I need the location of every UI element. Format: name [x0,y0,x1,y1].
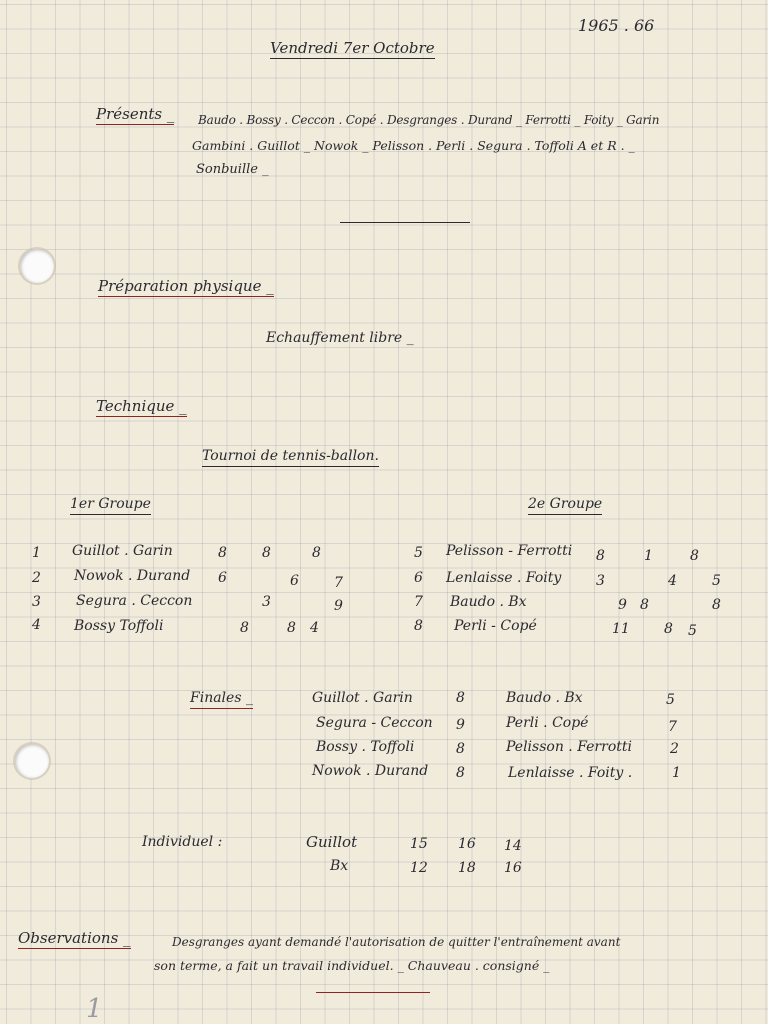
technique-label: Technique _ [96,397,187,415]
date-heading: Vendredi 7er Octobre [270,39,435,57]
group2-row-score: 5 [688,623,697,639]
group1-row-score: 9 [334,598,343,614]
group2-row-num: 7 [414,594,423,610]
group1-row-pair: Segura . Ceccon [76,593,193,609]
group1-row-num: 2 [32,570,41,586]
individuel-label: Individuel : [142,834,223,850]
group1-title: 1er Groupe [70,496,151,515]
finale-score-a: 8 [456,741,465,757]
technique-subtitle: Tournoi de tennis-ballon. [202,448,379,467]
group1-row-score: 4 [310,620,319,636]
group1-row-score: 8 [287,620,296,636]
presents-line-2: Gambini . Guillot _ Nowok _ Pelisson . Perli . Segura . Toffoli A et R . _ [192,138,635,153]
group1-row-score: 8 [262,545,271,561]
group1-row-score: 7 [334,575,343,591]
group2-row-score: 8 [712,597,721,613]
preparation-label: Préparation physique _ [98,277,274,295]
finale-pair-a: Guillot . Garin [312,690,413,706]
group2-row-score: 11 [612,621,630,637]
punch-hole-bottom [15,744,49,778]
group2-row-num: 5 [414,545,423,561]
group1-row-num: 3 [32,594,41,610]
individuel-score: 14 [504,838,522,854]
finale-score-a: 8 [456,690,465,706]
preparation-content: Echauffement libre _ [266,330,414,346]
group2-row-pair: Lenlaisse . Foity [446,570,562,586]
punch-hole-top [20,249,54,283]
separator-rule-top [340,222,470,223]
page-mark: 1 [86,994,103,1024]
group1-row-num: 4 [32,617,41,633]
group1-row-pair: Guillot . Garin [72,543,173,559]
presents-label: Présents _ [96,105,175,123]
individuel-score: 18 [458,860,476,876]
finale-score-b: 2 [670,741,679,757]
group1-row-pair: Nowok . Durand [74,568,191,584]
group2-row-score: 8 [640,597,649,613]
group2-row-pair: Pelisson - Ferrotti [446,543,573,559]
finale-score-a: 8 [456,765,465,781]
finale-pair-a: Segura - Ceccon [316,715,433,731]
group2-row-score: 9 [618,597,627,613]
finale-score-b: 1 [672,765,681,781]
group1-row-pair: Bossy Toffoli [74,618,164,634]
presents-line-1: Baudo . Bossy . Ceccon . Copé . Desgranges . Durand _ Ferrotti _ Foity _ Garin [198,113,660,127]
finale-pair-a: Nowok . Durand [312,763,429,779]
group1-row-score: 6 [218,570,227,586]
separator-rule-bottom [316,992,430,993]
individuel-name: Bx [330,858,349,874]
group2-row-pair: Perli - Copé [454,618,537,634]
group2-row-score: 3 [596,573,605,589]
finale-score-b: 5 [666,692,675,708]
group2-row-pair: Baudo . Bx [450,594,527,610]
group2-row-score: 1 [644,548,653,564]
group2-row-score: 8 [664,621,673,637]
finale-pair-b: Baudo . Bx [506,690,583,706]
group2-title: 2e Groupe [528,496,602,515]
group1-row-score: 8 [240,620,249,636]
group1-row-score: 6 [290,573,299,589]
individuel-score: 12 [410,860,428,876]
group1-row-score: 3 [262,594,271,610]
finale-pair-b: Perli . Copé [506,715,589,731]
year-label: 1965 . 66 [578,16,655,35]
individuel-score: 15 [410,836,428,852]
group2-row-score: 8 [690,548,699,564]
individuel-name: Guillot [306,833,358,851]
finale-pair-b: Lenlaisse . Foity . [508,765,633,781]
observations-line-1: Desgranges ayant demandé l'autorisation de quitter l'entraînement avant [172,935,621,949]
group2-row-num: 6 [414,570,423,586]
group1-row-num: 1 [32,545,41,561]
observations-label: Observations _ [18,929,131,947]
group1-row-score: 8 [218,545,227,561]
presents-line-3: Sonbuille _ [196,162,269,177]
group1-row-score: 8 [312,545,321,561]
finale-pair-a: Bossy . Toffoli [316,739,415,755]
observations-line-2: son terme, a fait un travail individuel. _ Chauveau . consigné _ [154,958,550,973]
group2-row-score: 4 [668,573,677,589]
finale-pair-b: Pelisson . Ferrotti [506,739,632,755]
finale-score-a: 9 [456,717,465,733]
finales-label: Finales _ [190,690,253,709]
group2-row-score: 5 [712,573,721,589]
group2-row-num: 8 [414,618,423,634]
finale-score-b: 7 [668,719,677,735]
individuel-score: 16 [504,860,522,876]
individuel-score: 16 [458,836,476,852]
group2-row-score: 8 [596,548,605,564]
